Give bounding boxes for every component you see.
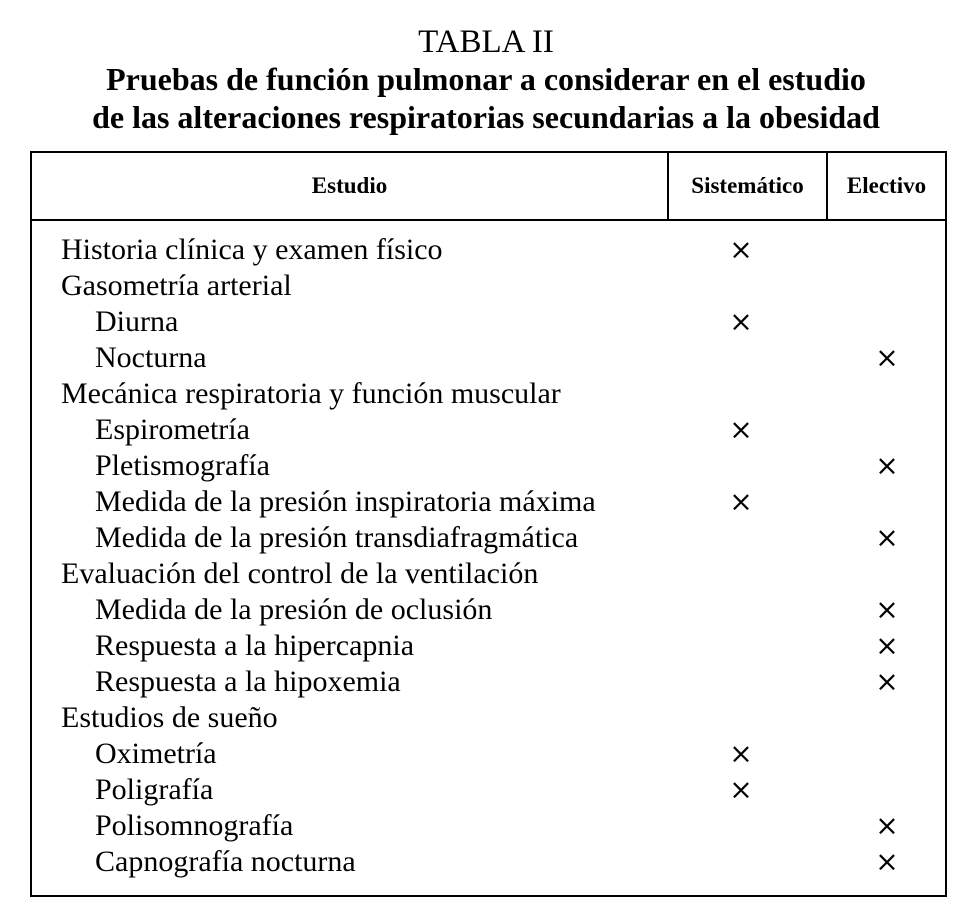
row-label: Poligrafía (95, 773, 214, 806)
table-row (32, 412, 945, 448)
electivo-mark: × (875, 521, 899, 554)
table-row (32, 340, 945, 376)
table-row (32, 376, 945, 412)
table-row (32, 736, 945, 772)
row-label: Respuesta a la hipoxemia (95, 665, 401, 698)
table-header-row (32, 153, 945, 221)
table-label: TABLA II (418, 24, 554, 60)
table-row (32, 268, 945, 304)
row-label: Medida de la presión transdiafragmática (95, 521, 579, 554)
table-row (32, 484, 945, 520)
electivo-mark: × (875, 845, 899, 878)
row-label: Polisomnografía (95, 809, 294, 842)
table-row (32, 844, 945, 880)
table-row (32, 304, 945, 340)
table-row (32, 700, 945, 736)
sistematico-mark: × (729, 737, 753, 770)
table-row (32, 556, 945, 592)
electivo-mark: × (875, 593, 899, 626)
row-label: Historia clínica y examen físico (61, 233, 443, 266)
header-estudio: Estudio (32, 153, 669, 219)
table-row (32, 808, 945, 844)
table-row (32, 664, 945, 700)
row-label: Oximetría (95, 737, 217, 770)
table-title-line-2: de las alteraciones respiratorias secundarias a la obesidad (92, 99, 880, 135)
table-row (32, 592, 945, 628)
electivo-mark: × (875, 629, 899, 662)
row-label: Mecánica respiratoria y función muscular (61, 377, 561, 410)
row-label: Gasometría arterial (61, 269, 292, 302)
table-title-line-1: Pruebas de función pulmonar a considerar en el estudio (106, 61, 866, 97)
table-row (32, 232, 945, 268)
row-label: Espirometría (95, 413, 250, 446)
row-label: Pletismografía (95, 449, 270, 482)
table-row (32, 772, 945, 808)
sistematico-mark: × (729, 485, 753, 518)
row-label: Evaluación del control de la ventilación (61, 557, 539, 590)
electivo-mark: × (875, 809, 899, 842)
row-label: Medida de la presión inspiratoria máxima (95, 485, 596, 518)
row-label: Estudios de sueño (61, 701, 278, 734)
electivo-mark: × (875, 449, 899, 482)
row-label: Capnografía nocturna (95, 845, 356, 878)
electivo-mark: × (875, 341, 899, 374)
header-electivo: Electivo (846, 173, 927, 198)
sistematico-mark: × (729, 413, 753, 446)
table-row (32, 448, 945, 484)
pulmonary-tests-table (30, 151, 947, 897)
sistematico-mark: × (729, 233, 753, 266)
electivo-mark: × (875, 665, 899, 698)
table-row (32, 520, 945, 556)
row-label: Medida de la presión de oclusión (95, 593, 493, 626)
row-label: Diurna (95, 305, 179, 338)
table-row (32, 628, 945, 664)
sistematico-mark: × (729, 773, 753, 806)
row-label: Respuesta a la hipercapnia (95, 629, 415, 662)
table-body (32, 232, 945, 880)
row-label: Nocturna (95, 341, 207, 374)
sistematico-mark: × (729, 305, 753, 338)
header-sistematico: Sistemático (669, 153, 828, 219)
